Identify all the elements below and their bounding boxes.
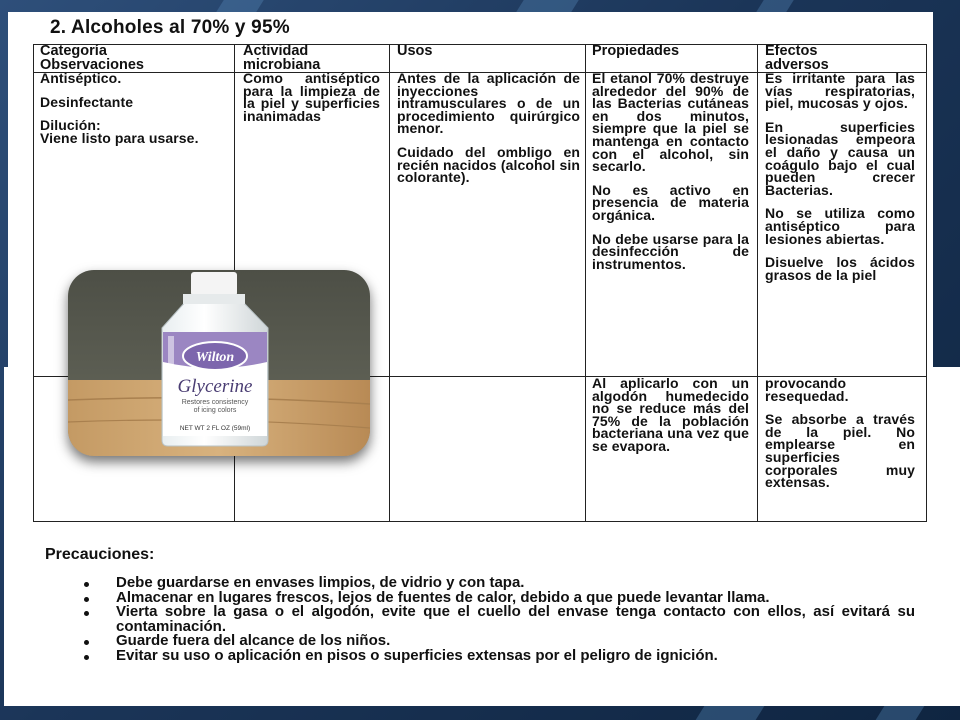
cell-text: Es irritante para las vías respiratorias, piel, mucosas y ojos. (765, 70, 915, 112)
cell-text: No se utiliza como antiséptico para lesiones abiertas. (765, 205, 915, 247)
cell-efectos-continued (765, 377, 915, 489)
table-column-divider (757, 44, 758, 367)
product-name: Glycerine (177, 376, 253, 397)
bottle-cap (191, 272, 237, 296)
table-header-actividad: Actividad microbiana (243, 43, 321, 73)
cell-text: Viene listo para usarse. (40, 129, 199, 146)
table-header-efectos: Efectos adversos (765, 43, 829, 73)
glycerine-bottle-photo (68, 270, 370, 456)
cell-actividad (243, 72, 380, 122)
cell-text: Antes de la aplicación de inyecciones intramusculares o de un procedimiento quirúrgico menor. (397, 70, 580, 137)
cell-text: Dilución: (40, 117, 101, 134)
label-net-weight: NET WT 2 FL OZ (59ml) (179, 425, 251, 432)
cell-text: Se absorbe a través de la piel. No emplearse en superficies corporales muy extensas. (765, 411, 915, 491)
precaution-item: Evitar su uso o aplicación en pisos o superficies extensas por el peligro de ignición. (80, 649, 915, 664)
background-stripe (516, 0, 578, 12)
background-stripe (216, 0, 263, 12)
table-column-divider (926, 367, 927, 521)
table-header-categoria: Categoría Observaciones (40, 43, 144, 73)
cell-text: Como antiséptico para la limpieza de la piel y superficies inanimadas (243, 70, 380, 124)
table-column-divider (33, 44, 34, 367)
cell-text: Disuelve los ácidos grasos de la piel (765, 254, 915, 283)
background-stripe (756, 0, 793, 12)
cell-usos (397, 72, 580, 184)
cell-propiedades (592, 72, 749, 270)
cell-efectos (765, 72, 915, 281)
logo-text: Wilton (195, 350, 235, 365)
background-stripe (696, 706, 765, 720)
cell-text: El etanol 70% destruye alrededor del 90% de las Bacterias cutáneas en dos minutos, siempre que la piel se mantenga en contacto con el alcohol, sin secarlo. (592, 70, 749, 175)
table-column-divider (33, 367, 34, 521)
cell-propiedades-continued (592, 377, 749, 453)
section-title: 2. Alcoholes al 70% y 95% (50, 17, 290, 38)
precaution-item: Vierta sobre la gasa o el algodón, evite que el cuello del envase tenga contacto con ellos, así evitará su contaminación. (80, 605, 915, 634)
cell-text: En superficies lesionadas empeora el daño y causa un coágulo bajo el cual pueden crecer Bacterias. (765, 118, 915, 198)
bottle-illustration (68, 270, 370, 456)
precaution-item: Debe guardarse en envases limpios, de vidrio y con tapa. (80, 576, 915, 591)
cell-text: Al aplicarlo con un algodón humedecido no se reduce más del 75% de la población bacteriana una vez que se evapora. (592, 375, 749, 454)
table-column-divider (389, 44, 390, 367)
label-tagline: of icing colors (193, 407, 237, 414)
precaution-item: Guarde fuera del alcance de los niños. (80, 634, 915, 649)
table-column-divider (389, 367, 390, 521)
table-column-divider (585, 44, 586, 367)
label-tagline: Restores consistency (181, 399, 249, 406)
cell-text: No es activo en presencia de materia orgánica. (592, 181, 749, 223)
precaution-item: Almacenar en lugares frescos, lejos de fuentes de calor, debido a que puede levantar llama. (80, 591, 915, 606)
table-column-divider (757, 367, 758, 521)
table-header-usos: Usos (397, 43, 433, 59)
cell-text: Desinfectante (40, 93, 134, 110)
table-column-divider (585, 367, 586, 521)
cell-text: Antiséptico. (40, 70, 122, 86)
table-border-bottom (33, 521, 927, 522)
table-header-propiedades: Propiedades (592, 43, 680, 59)
cell-text: Cuidado del ombligo en recién nacidos (alcohol sin colorante). (397, 143, 580, 186)
precautions-title: Precauciones: (45, 546, 155, 563)
precautions-list (80, 576, 915, 663)
cell-text: provocando resequedad. (765, 375, 849, 404)
cell-categoria (40, 72, 225, 144)
table-column-divider (926, 44, 927, 367)
background-stripe (876, 706, 925, 720)
cell-text: No debe usarse para la desinfección de instrumentos. (592, 230, 749, 272)
